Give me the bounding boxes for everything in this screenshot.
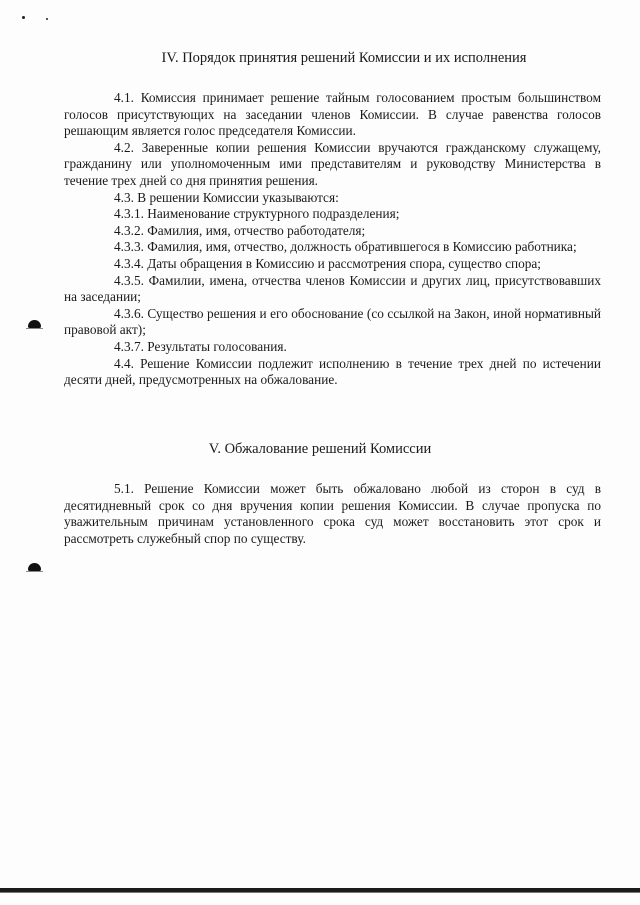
- paragraph-4-3-1: 4.3.1. Наименование структурного подразделения;: [114, 206, 400, 222]
- paragraph-4-4: 4.4. Решение Комиссии подлежит исполнению в течение трех дней по истечении десяти дней, предусмотренных на обжалование.: [64, 355, 601, 388]
- paragraph-4-3-5: 4.3.5. Фамилии, имена, отчества членов Комиссии и других лиц, присутствовавших на заседании;: [64, 272, 601, 305]
- scan-speck: [46, 18, 48, 20]
- paragraph-4-3-7: 4.3.7. Результаты голосования.: [114, 338, 287, 354]
- paragraph-4-2: 4.2. Заверенные копии решения Комиссии вручаются гражданскому служащему, гражданину или уполномоченным ими представителям и руководству Министерства в течение трех дней со дня принятия решения.: [64, 139, 601, 188]
- paragraph-4-1: 4.1. Комиссия принимает решение тайным голосованием простым большинством голосов присутствующих на заседании членов Комиссии. В случае равенства голосов решающим является голос председателя Комиссии.: [64, 90, 601, 139]
- paragraph-4-3-6: 4.3.6. Существо решения и его обоснование (со ссылкой на Закон, иной нормативный правовой акт);: [64, 305, 601, 338]
- paragraph-4-3-3: 4.3.3. Фамилия, имя, отчество, должность обратившегося в Комиссию работника;: [114, 239, 577, 255]
- paragraph-4-3-4: 4.3.4. Даты обращения в Комиссию и рассмотрения спора, существо спора;: [114, 255, 541, 271]
- section-4-title: IV. Порядок принятия решений Комиссии и их исполнения: [161, 50, 527, 66]
- paragraph-4-3-2: 4.3.2. Фамилия, имя, отчество работодателя;: [114, 222, 366, 238]
- paragraph-5-1: 5.1. Решение Комиссии может быть обжаловано любой из сторон в суд в десятидневный срок со дня вручения копии решения Комиссии. В случае пропуска по уважительным причинам установленного срока суд может восстановить этот срок и рассмотреть служебный спор по существу.: [64, 481, 601, 546]
- section-5-body: [64, 481, 601, 547]
- scan-bottom-edge-shadow: [0, 892, 640, 893]
- scan-speck: [22, 16, 25, 19]
- punch-hole-mark: [28, 320, 41, 328]
- punch-hole-mark: [28, 563, 41, 571]
- section-5-title: V. Обжалование решений Комиссии: [208, 441, 432, 457]
- section-4-body: [64, 90, 601, 389]
- paragraph-4-3: 4.3. В решении Комиссии указываются:: [114, 189, 339, 205]
